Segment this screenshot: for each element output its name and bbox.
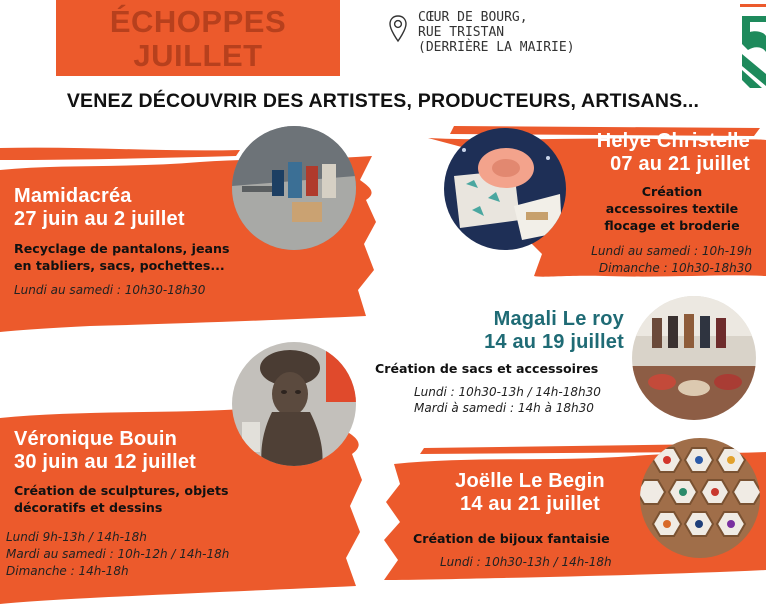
artisan-dates-joelle: 14 au 21 juillet <box>460 493 600 515</box>
artisan-hours-magali-1: Lundi : 10h30-13h / 14h-18h30 <box>414 385 601 399</box>
artisan-dates-veronique: 30 juin au 12 juillet <box>14 451 197 473</box>
address-line-3: (DERRIÈRE LA MAIRIE) <box>418 40 575 55</box>
artisan-desc-helye-2: accessoires textile <box>605 201 739 216</box>
artisan-dates-magali: 14 au 19 juillet <box>484 331 624 353</box>
address-block <box>418 10 575 55</box>
artisan-name-joelle: Joëlle Le Begin <box>455 470 605 492</box>
artisan-desc-helye-1: Création <box>641 184 703 199</box>
photo-mamidacrea <box>232 126 356 250</box>
artisan-name-mamidacrea: Mamidacréa <box>14 185 132 207</box>
photo-helye <box>444 128 566 250</box>
artisan-hours-joelle-1: Lundi : 10h30-13h / 14h-18h <box>440 555 612 569</box>
artisan-hours-magali-2: Mardi à samedi : 14h à 18h30 <box>414 401 594 415</box>
address-line-1: CŒUR DE BOURG, <box>418 10 528 25</box>
title-line-1: ÉCHOPPES <box>109 4 287 39</box>
artisan-desc-helye-3: flocage et broderie <box>604 218 740 233</box>
artisan-hours-helye-1: Lundi au samedi : 10h-19h <box>591 244 752 258</box>
photo-joelle <box>640 438 760 558</box>
artisan-desc-veronique-1: Création de sculptures, objets <box>14 483 229 498</box>
address-line-2: RUE TRISTAN <box>418 25 505 40</box>
artisan-dates-mamidacrea: 27 juin au 2 juillet <box>14 208 185 230</box>
headline: VENEZ DÉCOUVRIR DES ARTISTES, PRODUCTEURS, ARTISANS... <box>66 90 700 112</box>
artisan-name-veronique: Véronique Bouin <box>14 428 177 450</box>
title-banner <box>56 0 340 76</box>
artisan-name-helye: Helye Christelle <box>596 130 750 152</box>
title-line-2: JUILLET <box>133 38 263 73</box>
artisan-hours-veronique-1: Lundi 9h-13h / 14h-18h <box>6 530 147 544</box>
photo-veronique <box>232 342 356 466</box>
artisan-name-magali: Magali Le roy <box>493 308 624 330</box>
map-pin-icon <box>388 14 408 44</box>
artisan-hours-veronique-3: Dimanche : 14h-18h <box>6 564 129 578</box>
artisan-desc-veronique-2: décoratifs et dessins <box>14 500 163 515</box>
photo-magali <box>632 296 756 420</box>
artisan-desc-mamidacrea-2: en tabliers, sacs, pochettes... <box>14 258 225 273</box>
logo-icon <box>726 0 766 88</box>
artisan-hours-helye-2: Dimanche : 10h30-18h30 <box>598 261 752 275</box>
artisan-desc-joelle-1: Création de bijoux fantaisie <box>413 531 610 546</box>
artisan-hours-mamidacrea-1: Lundi au samedi : 10h30-18h30 <box>14 283 206 297</box>
artisan-desc-mamidacrea-1: Recyclage de pantalons, jeans <box>14 241 230 256</box>
artisan-dates-helye: 07 au 21 juillet <box>610 153 750 175</box>
artisan-desc-magali-1: Création de sacs et accessoires <box>375 361 599 376</box>
artisan-hours-veronique-2: Mardi au samedi : 10h-12h / 14h-18h <box>6 547 230 561</box>
